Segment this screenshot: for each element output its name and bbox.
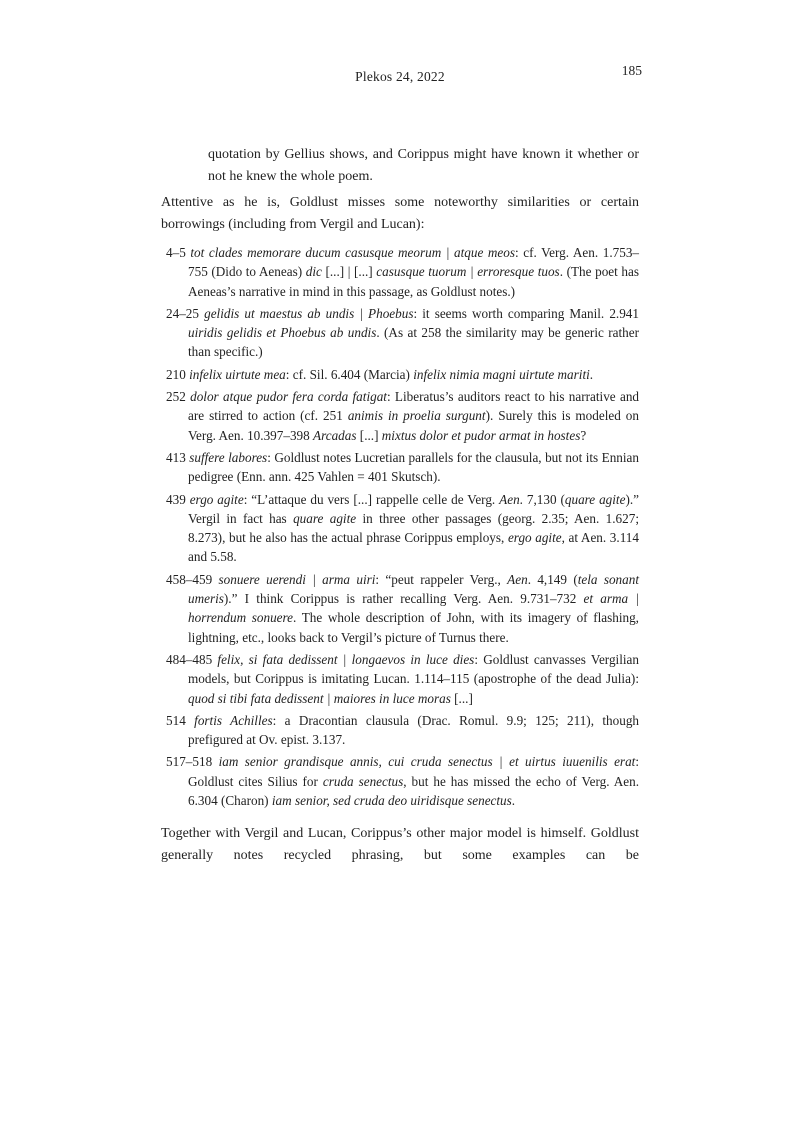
latin-lemma-text: ergo agite bbox=[507, 530, 562, 546]
latin-lemma-text: infelix nimia magni uirtute mariti bbox=[413, 366, 590, 382]
latin-lemma-text: iam senior grandisque annis, cui cruda senectus | et uirtus iuuenilis erat bbox=[218, 754, 636, 770]
latin-lemma-text: mixtus dolor et pudor armat in hostes bbox=[381, 427, 581, 443]
latin-lemma-text: quare agite bbox=[564, 491, 626, 507]
latin-lemma-text: cruda senectus bbox=[322, 773, 404, 789]
entry-line-ref: 484–485 bbox=[166, 651, 213, 667]
closing-paragraph: Together with Vergil and Lucan, Corippus’s other major model is himself. Goldlust generally notes recycled phrasing, but some examples can be bbox=[161, 826, 639, 863]
lemma-entry bbox=[161, 387, 639, 445]
latin-lemma-text: tot clades memorare ducum casusque meorum | atque meos bbox=[190, 245, 515, 260]
latin-lemma-text: fortis Achilles bbox=[194, 712, 273, 728]
page-body bbox=[161, 142, 639, 866]
entry-line-ref: 458–459 bbox=[166, 571, 213, 587]
journal-title: Plekos 24, 2022 bbox=[355, 69, 445, 84]
latin-lemma-text: dic bbox=[305, 264, 322, 280]
entry-comment-text: [...] bbox=[356, 427, 382, 443]
lemma-entry bbox=[161, 711, 639, 750]
latin-lemma-text: Arcadas bbox=[313, 427, 357, 443]
entry-comment-text: : it seems worth comparing Manil. 2.941 bbox=[413, 305, 639, 321]
entry-comment-text: . bbox=[589, 366, 594, 382]
latin-lemma-text: casusque tuorum | erroresque tuos bbox=[376, 264, 560, 280]
lemma-entry bbox=[161, 304, 639, 362]
lemma-entry bbox=[161, 490, 639, 567]
entry-comment-text: ). Surely this is modeled on Verg. Aen. 10.397–398 bbox=[188, 408, 639, 443]
entry-comment-text: . 4,149 ( bbox=[527, 571, 578, 587]
entry-comment-text: [...] bbox=[450, 690, 473, 706]
latin-lemma-text: gelidis ut maestus ab undis | Phoebus bbox=[204, 305, 414, 321]
entry-line-ref: 514 bbox=[166, 712, 186, 728]
entry-comment-text: : “L’attaque du vers [...] rappelle celle de Verg. bbox=[243, 491, 500, 507]
lemma-entry bbox=[161, 570, 639, 647]
entry-comment-text: , at Aen. 3.114 and 5.58. bbox=[188, 530, 639, 565]
latin-lemma-text: Aen bbox=[507, 571, 528, 587]
entry-line-ref: 252 bbox=[166, 389, 186, 405]
entry-comment-text: : a Dracontian clausula (Drac. Romul. 9.9; 125; 211), though prefigured at Ov. epist. 3.137. bbox=[188, 712, 640, 748]
entry-comment-text: : Liberatus’s auditors react to his narrative and are stirred to action (cf. 251 bbox=[188, 389, 640, 424]
latin-lemma-text: infelix uirtute mea bbox=[189, 366, 286, 382]
entry-comment-text: : Goldlust cites Silius for bbox=[188, 754, 639, 789]
latin-lemma-text: tela sonant umeris bbox=[188, 571, 639, 607]
entry-line-ref: 4–5 bbox=[166, 245, 186, 260]
entry-line-ref: 517–518 bbox=[166, 754, 213, 770]
entry-line-ref: 24–25 bbox=[166, 305, 199, 321]
entry-comment-text: : Goldlust canvasses Vergilian models, but Corippus is imitating Lucan. 1.114–115 (apostrophe of the dead Julia): bbox=[188, 651, 639, 687]
entry-comment-text: in three other passages (georg. 2.35; Aen. 1.627; 8.273), but he also has the actual phrase Corippus employs, bbox=[188, 510, 639, 546]
entry-comment-text: : cf. Verg. Aen. 1.753–755 (Dido to Aeneas) bbox=[188, 245, 640, 280]
entry-comment-text: . The whole description of John, with its imagery of flashing, lightning, etc., looks back to Vergil’s picture of Turnus there. bbox=[188, 610, 639, 645]
latin-lemma-text: et arma | horrendum sonuere bbox=[188, 591, 639, 626]
entry-comment-text: , but he has missed the echo of Verg. Aen. 6.304 (Charon) bbox=[188, 773, 639, 809]
entry-comment-text: [...] | [...] bbox=[321, 264, 377, 280]
latin-lemma-text: uiridis gelidis et Phoebus ab undis bbox=[188, 325, 377, 341]
latin-lemma-text: Aen bbox=[499, 491, 520, 507]
carryover-quote-paragraph: quotation by Gellius shows, and Corippus might have known it whether or not he knew the whole poem. bbox=[208, 147, 639, 184]
latin-lemma-text: ergo agite bbox=[189, 491, 244, 507]
entry-comment-text: . bbox=[511, 793, 516, 809]
entry-comment-text: . (As at 258 the similarity may be generic rather than specific.) bbox=[188, 325, 639, 360]
entry-comment-text: . 7,130 ( bbox=[519, 491, 565, 507]
entry-comment-text: ).” I think Corippus is rather recalling Verg. Aen. 9.731–732 bbox=[223, 591, 584, 607]
latin-lemma-text: animis in proelia surgunt bbox=[347, 408, 486, 424]
entry-line-ref: 439 bbox=[166, 491, 186, 507]
lemma-entry bbox=[161, 365, 639, 384]
entry-comment-text: : Goldlust notes Lucretian parallels for the clausula, but not its Ennian pedigree (Enn. ann. 425 Vahlen = 401 Skutsch). bbox=[188, 449, 639, 485]
latin-lemma-text: sonuere uerendi | arma uiri bbox=[218, 571, 376, 587]
latin-lemma-text: felix, si fata dedissent | longaevos in luce dies bbox=[217, 651, 475, 667]
latin-lemma-text: quod si tibi fata dedissent | maiores in luce moras bbox=[188, 690, 451, 706]
lemma-entry bbox=[161, 650, 639, 708]
latin-lemma-text: quare agite bbox=[293, 510, 357, 526]
latin-lemma-text: dolor atque pudor fera corda fatigat bbox=[190, 389, 387, 405]
entry-line-ref: 210 bbox=[166, 366, 186, 382]
entry-comment-text: . (The poet has Aeneas’s narrative in mind in this passage, as Goldlust notes.) bbox=[188, 264, 639, 299]
entry-comment-text: ).” Vergil in fact has bbox=[188, 491, 639, 526]
entry-comment-text: : “peut rappeler Verg., bbox=[375, 571, 508, 587]
lemma-entry-list bbox=[161, 243, 639, 810]
entry-comment-text: : cf. Sil. 6.404 (Marcia) bbox=[285, 366, 414, 382]
lemma-entry bbox=[161, 752, 639, 810]
lemma-entry bbox=[161, 243, 639, 301]
page-number: 185 bbox=[621, 63, 642, 78]
entry-comment-text: ? bbox=[580, 427, 587, 443]
running-header bbox=[161, 63, 642, 89]
latin-lemma-text: suffere labores bbox=[189, 449, 268, 465]
latin-lemma-text: iam senior, sed cruda deo uiridisque senectus bbox=[271, 793, 512, 809]
lemma-entry bbox=[161, 448, 639, 487]
intro-paragraph: Attentive as he is, Goldlust misses some noteworthy similarities or certain borrowings (including from Vergil and Lucan): bbox=[161, 195, 639, 232]
entry-line-ref: 413 bbox=[166, 449, 186, 465]
